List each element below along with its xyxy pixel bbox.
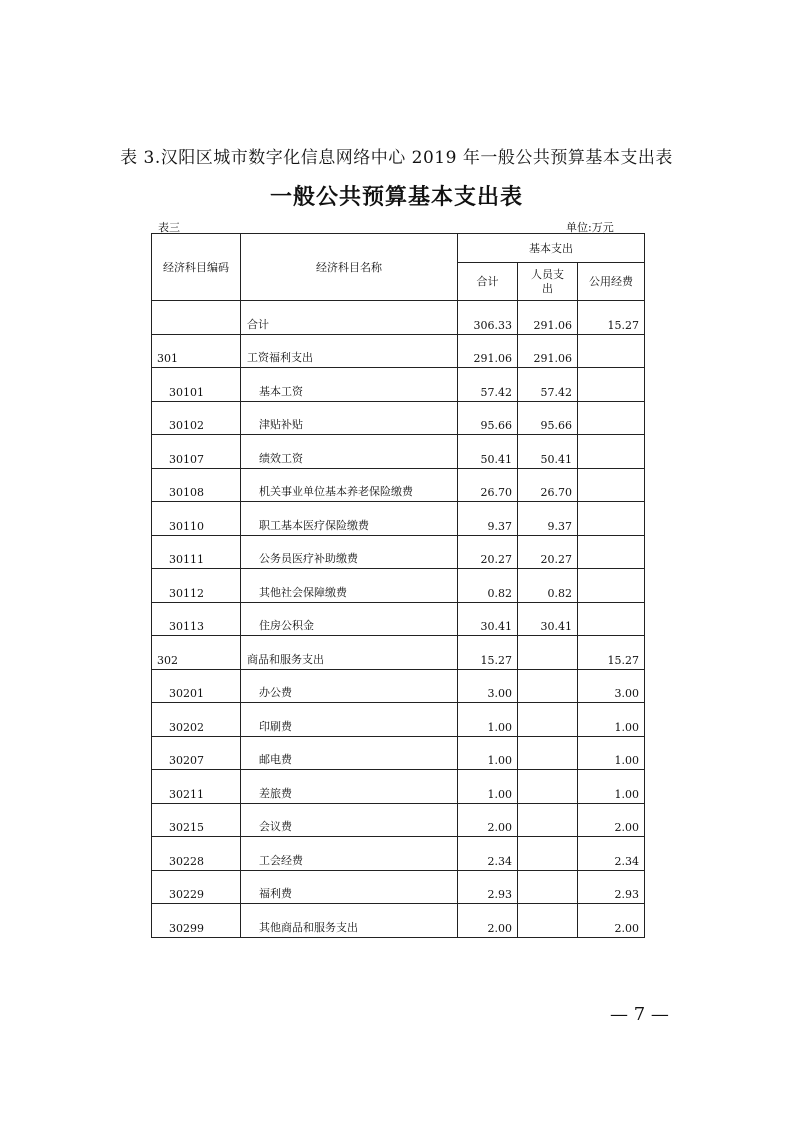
row-public <box>578 602 645 636</box>
row-personnel <box>518 803 578 837</box>
row-code: 30108 <box>152 468 241 502</box>
table-row <box>152 803 645 837</box>
row-public <box>578 502 645 536</box>
row-personnel: 57.42 <box>518 368 578 402</box>
row-name: 公务员医疗补助缴费 <box>241 535 458 569</box>
table-row <box>152 468 645 502</box>
header-total: 合计 <box>458 263 518 301</box>
table-row <box>152 502 645 536</box>
row-name: 印刷费 <box>241 703 458 737</box>
unit-label: 单位:万元 <box>566 221 614 234</box>
table-row <box>152 669 645 703</box>
table-row <box>152 602 645 636</box>
row-name: 福利费 <box>241 870 458 904</box>
row-personnel <box>518 870 578 904</box>
row-name: 办公费 <box>241 669 458 703</box>
row-name: 职工基本医疗保险缴费 <box>241 502 458 536</box>
row-code: 30111 <box>152 535 241 569</box>
table-row <box>152 703 645 737</box>
row-personnel: 30.41 <box>518 602 578 636</box>
row-code: 302 <box>152 636 241 670</box>
table-row <box>152 870 645 904</box>
row-personnel: 50.41 <box>518 435 578 469</box>
table-title: 一般公共预算基本支出表 <box>269 185 523 210</box>
row-code: 30202 <box>152 703 241 737</box>
header-code: 经济科目编码 <box>152 234 241 301</box>
row-total: 9.37 <box>458 502 518 536</box>
table-row <box>152 301 645 335</box>
row-code: 30110 <box>152 502 241 536</box>
row-total: 2.34 <box>458 837 518 871</box>
header-basic-expenditure: 基本支出 <box>458 234 645 263</box>
document-caption: 表 3.汉阳区城市数字化信息网络中心 2019 年一般公共预算基本支出表 <box>120 148 673 168</box>
row-code: 30101 <box>152 368 241 402</box>
row-public: 1.00 <box>578 770 645 804</box>
row-public: 1.00 <box>578 736 645 770</box>
table-row <box>152 569 645 603</box>
row-name: 基本工资 <box>241 368 458 402</box>
row-personnel: 9.37 <box>518 502 578 536</box>
header-name: 经济科目名称 <box>241 234 458 301</box>
row-total: 0.82 <box>458 569 518 603</box>
header-public: 公用经费 <box>578 263 645 301</box>
row-personnel: 20.27 <box>518 535 578 569</box>
table-row <box>152 904 645 938</box>
row-public <box>578 468 645 502</box>
row-personnel <box>518 904 578 938</box>
row-name: 其他商品和服务支出 <box>241 904 458 938</box>
page-number: — 7 — <box>610 1004 669 1025</box>
row-total: 2.00 <box>458 904 518 938</box>
row-personnel <box>518 669 578 703</box>
row-code: 30113 <box>152 602 241 636</box>
row-public: 2.34 <box>578 837 645 871</box>
row-name: 邮电费 <box>241 736 458 770</box>
table-row <box>152 770 645 804</box>
row-total: 15.27 <box>458 636 518 670</box>
row-total: 26.70 <box>458 468 518 502</box>
table-row <box>152 435 645 469</box>
row-personnel: 0.82 <box>518 569 578 603</box>
row-total: 2.00 <box>458 803 518 837</box>
table-row <box>152 535 645 569</box>
row-public <box>578 535 645 569</box>
row-code: 30102 <box>152 401 241 435</box>
row-total: 50.41 <box>458 435 518 469</box>
row-name: 商品和服务支出 <box>241 636 458 670</box>
row-total: 306.33 <box>458 301 518 335</box>
row-public: 2.00 <box>578 803 645 837</box>
row-public <box>578 334 645 368</box>
row-total: 1.00 <box>458 703 518 737</box>
table-label: 表三 <box>158 221 180 234</box>
row-name: 住房公积金 <box>241 602 458 636</box>
row-total: 3.00 <box>458 669 518 703</box>
header-personnel-label: 人员支出 <box>531 267 564 295</box>
table-row <box>152 837 645 871</box>
row-code: 30299 <box>152 904 241 938</box>
row-personnel <box>518 837 578 871</box>
row-code <box>152 301 241 335</box>
row-total: 95.66 <box>458 401 518 435</box>
row-public <box>578 401 645 435</box>
row-name: 会议费 <box>241 803 458 837</box>
row-code: 301 <box>152 334 241 368</box>
header-personnel <box>518 263 578 301</box>
row-personnel <box>518 770 578 804</box>
row-public: 15.27 <box>578 301 645 335</box>
table-body <box>152 301 645 938</box>
row-personnel <box>518 736 578 770</box>
row-public: 15.27 <box>578 636 645 670</box>
row-total: 2.93 <box>458 870 518 904</box>
row-public: 1.00 <box>578 703 645 737</box>
row-public <box>578 435 645 469</box>
row-name: 其他社会保障缴费 <box>241 569 458 603</box>
table-row <box>152 401 645 435</box>
budget-table <box>151 233 645 938</box>
row-total: 291.06 <box>458 334 518 368</box>
row-personnel <box>518 703 578 737</box>
row-name: 合计 <box>241 301 458 335</box>
row-total: 20.27 <box>458 535 518 569</box>
row-name: 工资福利支出 <box>241 334 458 368</box>
table-row <box>152 368 645 402</box>
row-personnel: 291.06 <box>518 301 578 335</box>
table-row <box>152 334 645 368</box>
row-public: 3.00 <box>578 669 645 703</box>
row-total: 57.42 <box>458 368 518 402</box>
row-public <box>578 368 645 402</box>
row-total: 1.00 <box>458 736 518 770</box>
row-name: 津贴补贴 <box>241 401 458 435</box>
row-code: 30229 <box>152 870 241 904</box>
row-code: 30215 <box>152 803 241 837</box>
row-code: 30201 <box>152 669 241 703</box>
row-personnel: 95.66 <box>518 401 578 435</box>
row-code: 30207 <box>152 736 241 770</box>
row-code: 30211 <box>152 770 241 804</box>
table-row <box>152 736 645 770</box>
row-personnel <box>518 636 578 670</box>
row-public: 2.00 <box>578 904 645 938</box>
row-name: 工会经费 <box>241 837 458 871</box>
row-total: 1.00 <box>458 770 518 804</box>
row-name: 机关事业单位基本养老保险缴费 <box>241 468 458 502</box>
row-total: 30.41 <box>458 602 518 636</box>
table-row <box>152 636 645 670</box>
row-personnel: 26.70 <box>518 468 578 502</box>
row-code: 30228 <box>152 837 241 871</box>
row-personnel: 291.06 <box>518 334 578 368</box>
row-name: 绩效工资 <box>241 435 458 469</box>
row-code: 30107 <box>152 435 241 469</box>
row-public: 2.93 <box>578 870 645 904</box>
row-name: 差旅费 <box>241 770 458 804</box>
row-public <box>578 569 645 603</box>
row-code: 30112 <box>152 569 241 603</box>
